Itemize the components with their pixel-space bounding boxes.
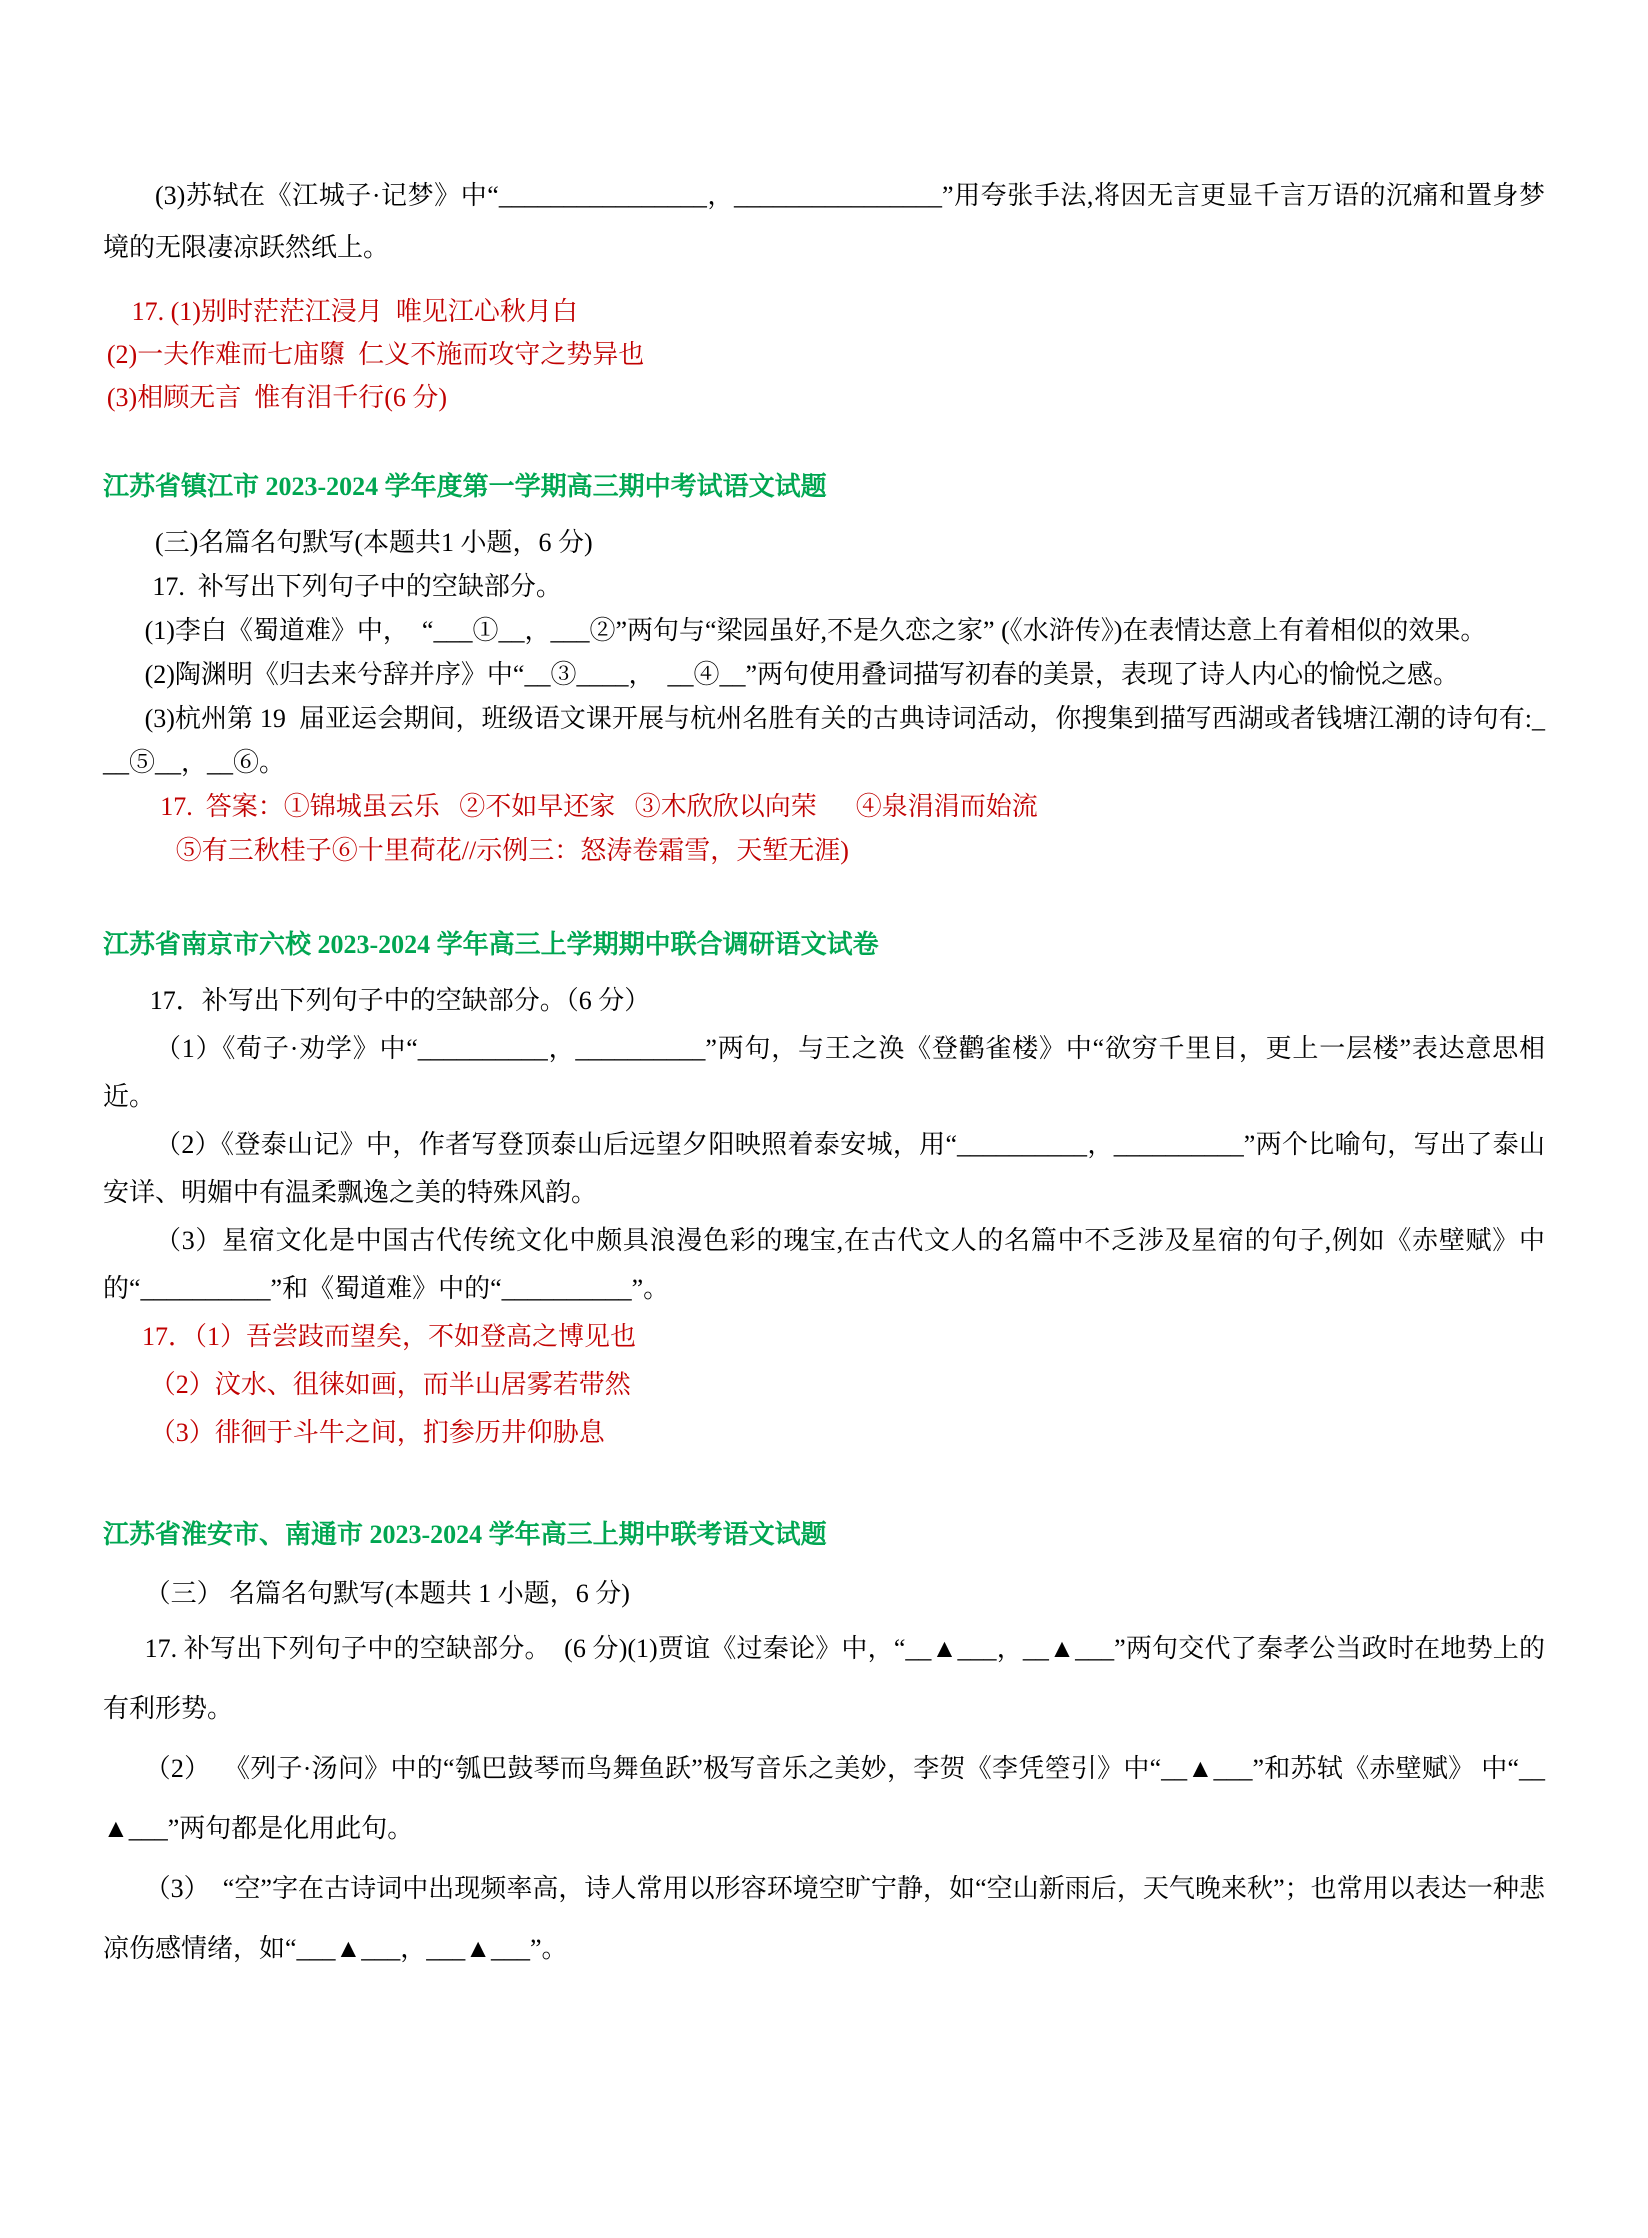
question-item-line: （2）《登泰山记》中，作者写登顶泰山后远望夕阳映照着泰安城，用“__________，__________”两个比喻句，写出了泰山安详、明媚中有温柔飘逸之美的特殊风韵。 <box>103 1130 1545 1207</box>
question-item-line: （2） 《列子·汤问》中的“瓠巴鼓琴而鸟舞鱼跃”极写音乐之美妙，李贺《李凭箜引》中“__▲___”和苏轼《赤壁赋》 中“__▲___”两句都是化用此句。 <box>103 1754 1545 1843</box>
answer-block-nanjing <box>103 1313 1545 1457</box>
question-item-line: (1)李白《蜀道难》中， “___①__，___②”两句与“梁园虽好,不是久恋之家” (《水浒传》)在表情达意上有着相似的效果。 <box>144 616 1487 645</box>
answer-line: （2）汶水、徂徕如画，而半山居雾若带然 <box>149 1370 631 1399</box>
answer-line: （3）徘徊于斗牛之间，扪参历井仰胁息 <box>149 1418 605 1447</box>
question-stem-line: 17. 补写出下列句子中的空缺部分。 <box>152 572 562 601</box>
answer-line: 17. (1)别时茫茫江浸月 唯见江心秋月白 <box>131 297 578 326</box>
answer-line: ⑤有三秋桂子⑥十里荷花//示例三：怒涛卷霜雪，天堑无涯) <box>175 836 849 865</box>
question-block-nanjing <box>103 977 1545 1313</box>
answer-block-intro <box>103 290 1545 419</box>
question-item-line: (2)陶渊明《归去来兮辞并序》中“__③____， __④__”两句使用叠词描写初春的美景，表现了诗人内心的愉悦之感。 <box>144 660 1459 689</box>
answer-line: (2)一夫作难而七庙隳 仁义不施而攻守之势异也 <box>106 340 645 369</box>
question-item-line: （1）《荀子·劝学》中“__________，__________”两句，与王之涣《登鹳雀楼》中“欲穷千里目，更上一层楼”表达意思相近。 <box>103 1034 1545 1111</box>
exam-source-heading-zhenjiang: 江苏省镇江市 2023-2024 学年度第一学期高三期中考试语文试题 <box>103 472 827 501</box>
question-item-line: (3)杭州第 19 届亚运会期间，班级语文课开展与杭州名胜有关的古典诗词活动，你搜集到描写西湖或者钱塘江潮的诗句有:___⑤__，__⑥。 <box>103 704 1545 777</box>
question-item-line: 17. 补写出下列句子中的空缺部分。 (6 分)(1)贾谊《过秦论》中，“__▲___，__▲___”两句交代了秦孝公当政时在地势上的有利形势。 <box>103 1634 1545 1723</box>
question-item-line: （3） “空”字在古诗词中出现频率高，诗人常用以形容环境空旷宁静，如“空山新雨后，天气晚来秋”；也常用以表达一种悲凉伤感情绪，如“___▲___，___▲___”。 <box>103 1874 1545 1963</box>
section-title-line: (三)名篇名句默写(本题共1 小题，6 分) <box>155 528 593 557</box>
answer-block-zhenjiang <box>103 785 1545 873</box>
section-title-line: （三） 名篇名句默写(本题共 1 小题，6 分) <box>144 1579 630 1608</box>
answer-line: (3)相顾无言 惟有泪千行(6 分) <box>106 383 448 412</box>
question-block-huaian-nantong <box>103 1569 1545 1979</box>
question-stem-line: 17．补写出下列句子中的空缺部分。（6 分） <box>149 986 651 1015</box>
answer-line: 17．（1）吾尝跂而望矣，不如登高之博见也 <box>142 1322 637 1351</box>
question-paragraph-jiangchengzi: (3)苏轼在《江城子·记梦》中“________________，________________”用夸张手法,将因无言更显千言万语的沉痛和置身梦境的无限凄凉跃然纸上。 <box>103 181 1545 262</box>
question-block-zhenjiang <box>103 521 1545 785</box>
question-item-line: （3）星宿文化是中国古代传统文化中颇具浪漫色彩的瑰宝,在古代文人的名篇中不乏涉及星宿的句子,例如《赤壁赋》中的“__________”和《蜀道难》中的“__________”。 <box>103 1226 1545 1303</box>
answer-line: 17. 答案：①锦城虽云乐 ②不如早还家 ③木欣欣以向荣 ④泉涓涓而始流 <box>160 792 1038 821</box>
exam-source-heading-huaian-nantong: 江苏省淮安市、南通市 2023-2024 学年高三上期中联考语文试题 <box>103 1520 827 1549</box>
exam-source-heading-nanjing: 江苏省南京市六校 2023-2024 学年高三上学期期中联合调研语文试卷 <box>103 930 879 959</box>
